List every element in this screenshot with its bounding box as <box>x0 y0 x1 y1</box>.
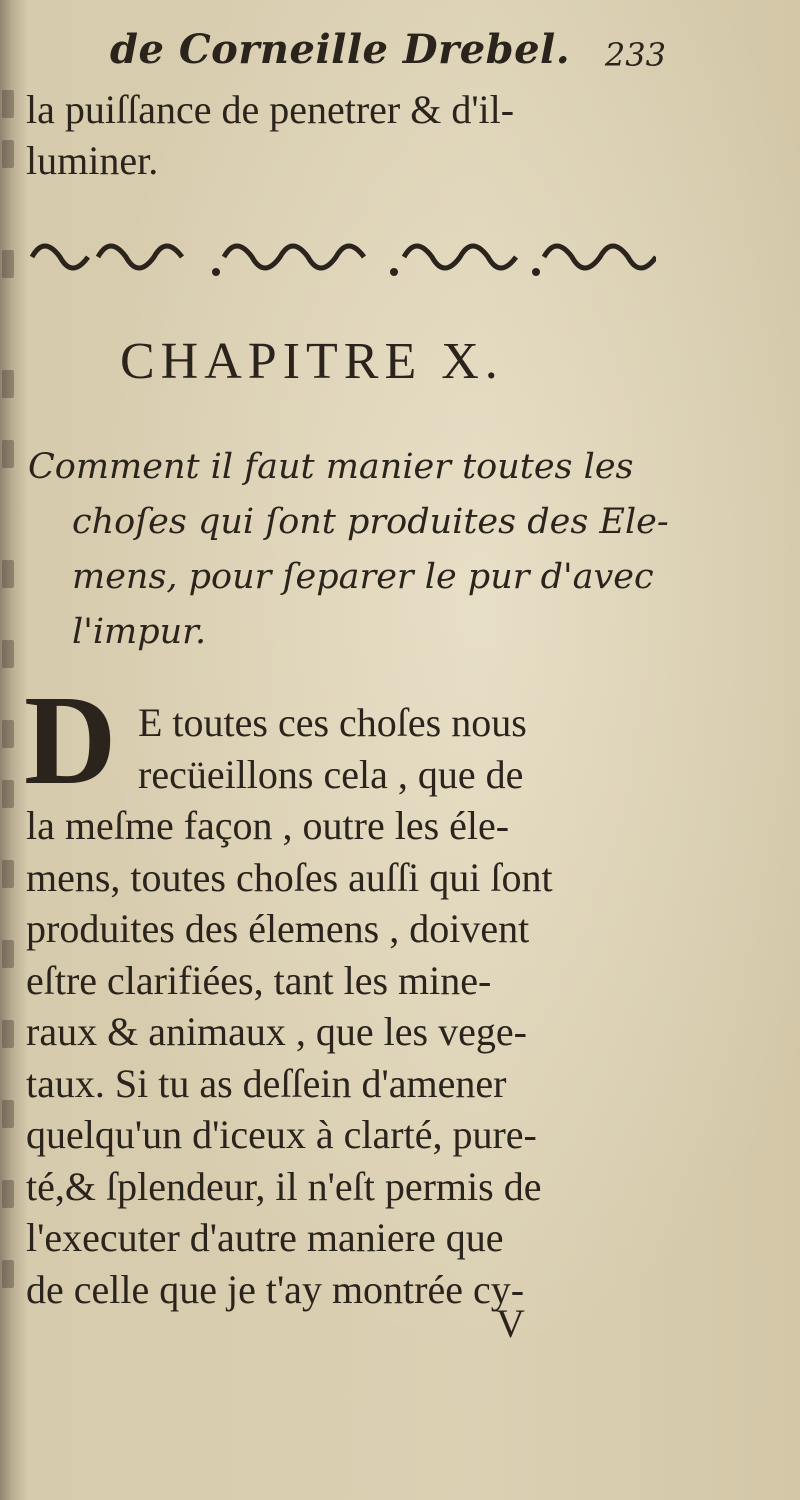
summary-line: choſes qui ſont produites des Ele- <box>72 502 669 542</box>
paragraph-line: de celle que je t'ay montrée cy- <box>26 1266 525 1312</box>
paragraph-line: E toutes ces choſes nous <box>138 700 527 745</box>
running-title: de Corneille Drebel. <box>110 26 571 73</box>
gutter-shadow <box>0 80 26 1280</box>
drop-cap-letter: D <box>24 669 117 811</box>
paragraph-line: taux. Si tu as deſſein d'amener <box>26 1060 507 1106</box>
paragraph-line: eſtre clarifiées, tant les mine- <box>26 957 492 1003</box>
continuation-line-1: la puiſſance de penetrer & d'il- <box>26 87 515 132</box>
paragraph-line: la meſme façon , outre les éle- <box>26 803 510 848</box>
chapter-summary <box>28 440 668 660</box>
fleuron-band-icon <box>24 232 656 282</box>
page-number: 233 <box>604 36 666 74</box>
paragraph-line: produites des élemens , doivent <box>26 906 530 951</box>
paragraph-line: raux & animaux , que les vege- <box>26 1009 527 1054</box>
summary-line: mens, pour ſeparer le pur d'avec <box>72 557 654 597</box>
paragraph-line: recüeillons cela , que de <box>138 751 524 797</box>
summary-line: l'impur. <box>72 612 207 652</box>
page-header <box>110 26 670 86</box>
body-paragraph <box>26 697 666 1315</box>
paragraph-line: té,& ſplendeur, il n'eſt permis de <box>26 1163 542 1209</box>
paragraph-line: mens, toutes choſes auſſi qui ſont <box>26 854 553 900</box>
continuation-line-2: luminer. <box>26 138 159 183</box>
paragraph-line: l'executer d'autre maniere que <box>26 1215 504 1260</box>
paragraph-line: quelqu'un d'iceux à clarté, pure- <box>26 1112 537 1157</box>
chapter-title: CHAPITRE X. <box>120 333 504 390</box>
catchword: V <box>496 1301 525 1346</box>
summary-line: Comment il faut manier toutes les <box>28 447 634 487</box>
